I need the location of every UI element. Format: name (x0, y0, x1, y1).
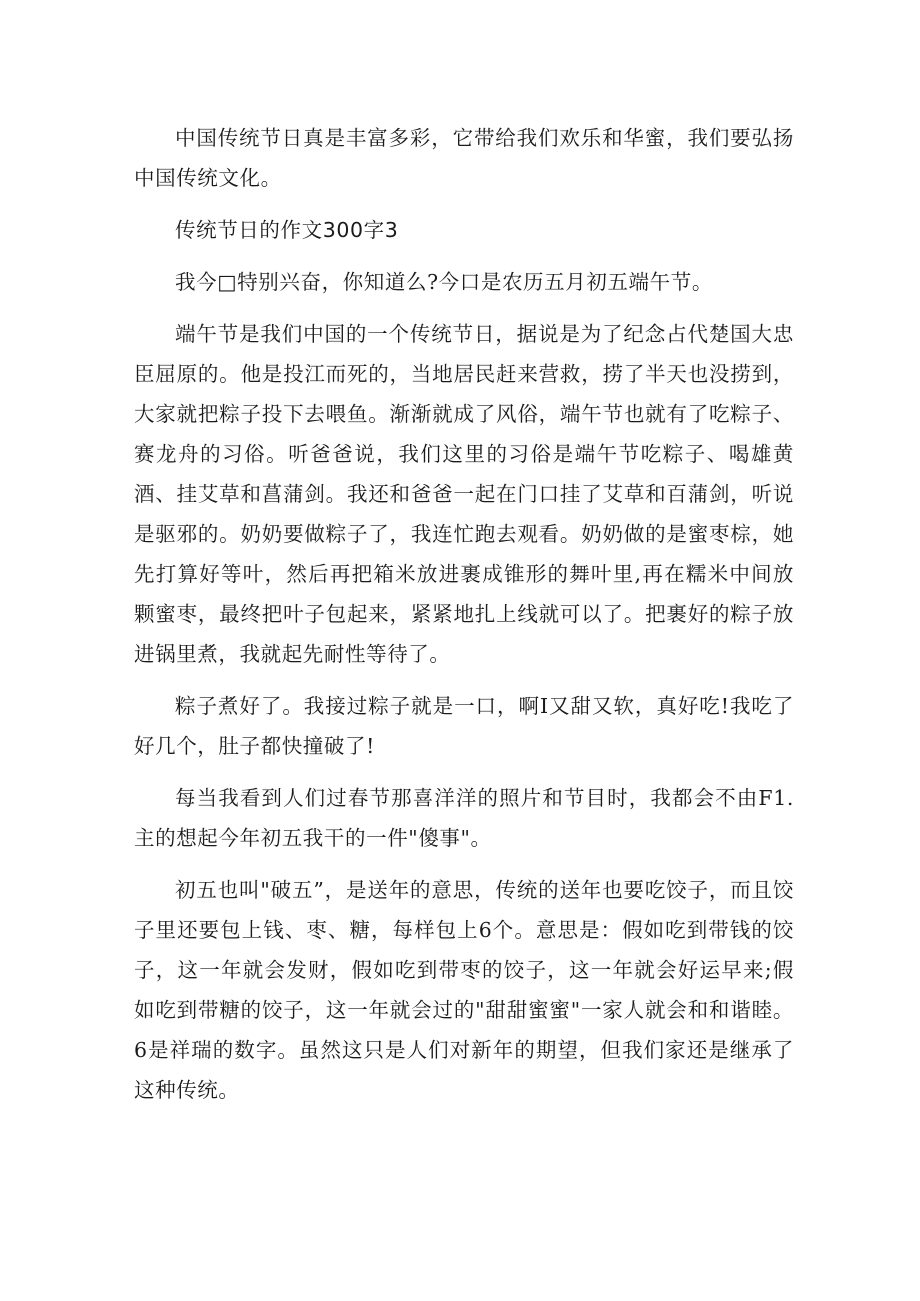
paragraph-eating-zongzi: 粽子煮好了。我接过粽子就是一口，啊I又甜又软，真好吃!我吃了好几个，肚子都快撞破了! (134, 694, 794, 758)
document-body (134, 118, 794, 1122)
paragraph-intro-conclusion: 中国传统节日真是丰富多彩，它带给我们欢乐和华蜜，我们要弘扬中国传统文化。 (134, 126, 794, 190)
paragraph-dragon-boat-customs: 端午节是我们中国的一个传统节日，据说是为了纪念占代楚国大忠臣屈原的。他是投江而死的，当地居民赶来营救，捞了半天也没捞到，大家就把粽子投下去喂鱼。渐渐就成了风俗，端午节也就有了吃粽子、赛龙舟的习俗。听爸爸说，我们这里的习俗是端午节吃粽子、喝雄黄酒、挂艾草和菖蒲剑。我还和爸爸一起在门口挂了艾草和百蒲剑，听说是驱邪的。奶奶要做粽子了，我连忙跑去观看。奶奶做的是蜜枣棕，她先打算好等叶，然后再把箱米放进裹成锥形的舞叶里,再在糯米中间放颗蜜枣，最终把叶子包起来，紧紧地扎上线就可以了。把裹好的粽子放进锅里煮，我就起先耐性等待了。 (134, 322, 794, 666)
paragraph-po-wu-dumplings: 初五也叫"破五”，是送年的意思，传统的送年也要吃饺子，而且饺子里还要包上钱、枣、糖，每样包上6个。意思是：假如吃到带钱的饺子，这一年就会发财，假如吃到带枣的饺子，这一年就会好运早来;假如吃到带糖的饺子，这一年就会过的"甜甜蜜蜜"一家人就会和和谐睦。6是祥瑞的数字。虽然这只是人们对新年的期望，但我们家还是继承了这种传统。 (134, 878, 794, 1102)
essay-heading: 传统节日的作文300字3 (175, 218, 399, 242)
paragraph-spring-festival: 每当我看到人们过春节那喜洋洋的照片和节目时，我都会不由F1.主的想起今年初五我干的一件"傻事"。 (134, 786, 794, 850)
paragraph-dragon-boat-day: 我今□特别兴奋，你知道么?今口是农历五月初五端午节。 (175, 270, 713, 294)
